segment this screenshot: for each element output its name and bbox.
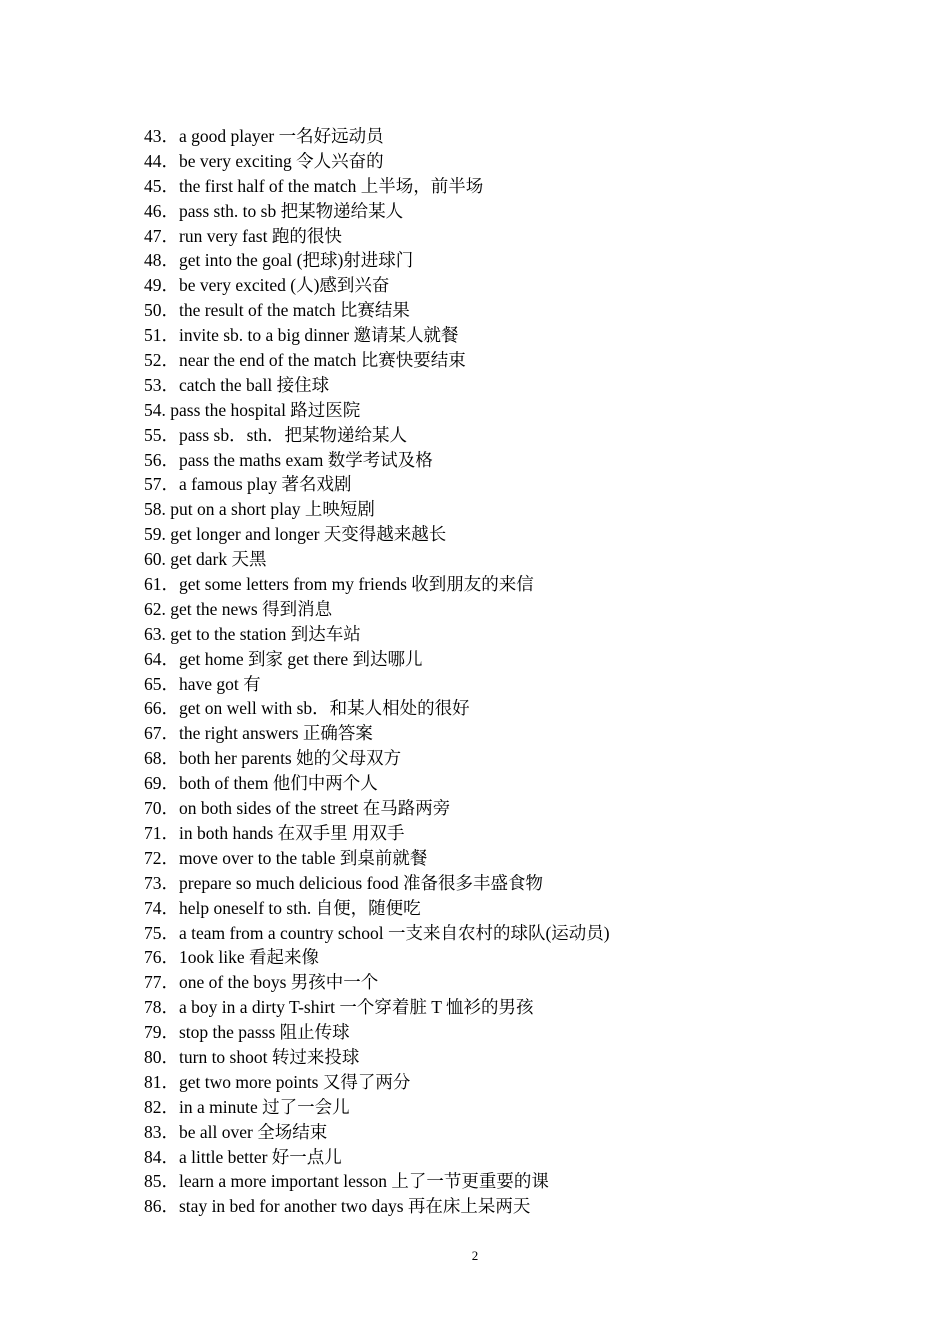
phrase-line: 82．in a minute 过了一会儿: [144, 1096, 350, 1117]
phrase-line: 57．a famous play 著名戏剧: [144, 474, 352, 495]
phrase-line: 56．pass the maths exam 数学考试及格: [144, 449, 433, 470]
phrase-line: 83．be all over 全场结束: [144, 1121, 328, 1142]
phrase-line: 74．help oneself to sth. 自便，随便吃: [144, 897, 421, 918]
phrase-line: 71．in both hands 在双手里 用双手: [144, 822, 405, 843]
phrase-line: 76．1ook like 看起来像: [144, 947, 319, 968]
phrase-line: 69．both of them 他们中两个人: [144, 773, 378, 794]
phrase-line: 48．get into the goal (把球)射进球门: [144, 250, 414, 271]
phrase-line: 85．learn a more important lesson 上了一节更重要的课: [144, 1171, 549, 1192]
phrase-line: 49．be very excited (人)感到兴奋: [144, 275, 390, 296]
phrase-line: 84．a little better 好一点儿: [144, 1146, 342, 1167]
phrase-line: 78．a boy in a dirty T-shirt 一个穿着脏 T 恤衫的男孩: [144, 997, 534, 1018]
phrase-line: 81．get two more points 又得了两分: [144, 1071, 411, 1092]
phrase-line: 59. get longer and longer 天变得越来越长: [144, 524, 447, 545]
phrase-line: 53．catch the ball 接住球: [144, 374, 330, 395]
phrase-line: 68．both her parents 她的父母双方: [144, 748, 402, 769]
phrase-line: 46．pass sth. to sb 把某物递给某人: [144, 200, 404, 221]
phrase-line: 86．stay in bed for another two days 再在床上呆两天: [144, 1196, 531, 1217]
phrase-line: 63. get to the station 到达车站: [144, 623, 361, 644]
phrase-line: 73．prepare so much delicious food 准备很多丰盛食物: [144, 872, 544, 893]
phrase-line: 72．move over to the table 到桌前就餐: [144, 847, 428, 868]
phrase-line: 64．get home 到家 get there 到达哪儿: [144, 648, 423, 669]
phrase-line: 61．get some letters from my friends 收到朋友的来信: [144, 574, 534, 595]
phrase-line: 80．turn to shoot 转过来投球: [144, 1046, 360, 1067]
phrase-line: 44．be very exciting 令人兴奋的: [144, 150, 384, 171]
phrase-line: 51．invite sb. to a big dinner 邀请某人就餐: [144, 325, 459, 346]
phrase-line: 58. put on a short play 上映短剧: [144, 499, 375, 520]
phrase-line: 54. pass the hospital 路过医院: [144, 399, 361, 420]
phrase-line: 62. get the news 得到消息: [144, 598, 333, 619]
phrase-line: 75．a team from a country school 一支来自农村的球队(运动员): [144, 922, 610, 943]
phrase-line: 66．get on well with sb．和某人相处的很好: [144, 698, 470, 719]
phrase-line: 79．stop the passs 阻止传球: [144, 1022, 350, 1043]
phrase-line: 50．the result of the match 比赛结果: [144, 300, 410, 321]
phrase-line: 65．have got 有: [144, 673, 261, 694]
page-number: 2: [471, 1248, 479, 1263]
phrase-list: [144, 124, 864, 1219]
phrase-line: 60. get dark 天黑: [144, 549, 267, 570]
phrase-line: 67．the right answers 正确答案: [144, 723, 373, 744]
phrase-line: 45．the first half of the match 上半场，前半场: [144, 175, 484, 196]
phrase-line: 43．a good player 一名好远动员: [144, 126, 384, 146]
phrase-line: 77．one of the boys 男孩中一个: [144, 972, 379, 993]
phrase-line: 55．pass sb．sth．把某物递给某人: [144, 424, 407, 445]
phrase-line: 47．run very fast 跑的很快: [144, 225, 342, 246]
phrase-line: 52．near the end of the match 比赛快要结束: [144, 350, 466, 371]
phrase-line: 70．on both sides of the street 在马路两旁: [144, 798, 451, 819]
